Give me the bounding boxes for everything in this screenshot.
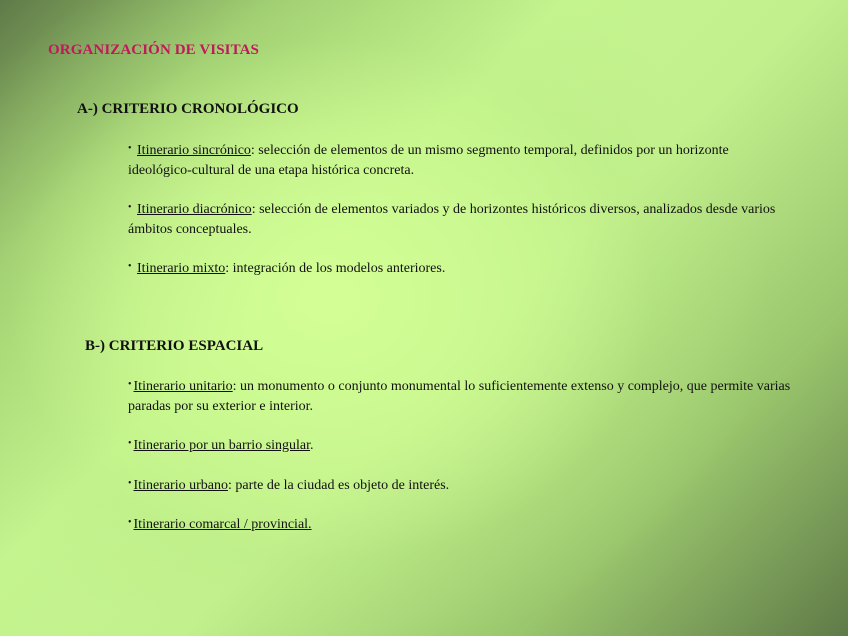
list-item-urban: [128, 476, 793, 496]
item-description: : integración de los modelos anteriores.: [225, 261, 446, 276]
bullet-icon: •: [128, 202, 132, 213]
list-item-regional: [128, 515, 793, 535]
slide-title: ORGANIZACIÓN DE VISITAS: [48, 42, 259, 58]
list-item-mixed: [128, 259, 793, 279]
item-description: : parte de la ciudad es objeto de interés.: [227, 478, 450, 493]
bullet-icon: •: [128, 478, 132, 489]
section-heading-spatial: B-) CRITERIO ESPACIAL: [85, 338, 264, 354]
bullet-icon: •: [128, 143, 132, 154]
list-item-neighborhood: [128, 436, 793, 456]
term-link: Itinerario urbano: [133, 478, 228, 493]
item-description: : selección de elementos de un mismo segmento temporal, definidos por un horizonte ideológico-cultural de una etapa histórica concreta.: [128, 143, 729, 178]
list-item-synchronic: [128, 141, 793, 180]
list-item-diachronic: [128, 200, 793, 239]
bullet-icon: •: [128, 379, 132, 390]
item-description: : selección de elementos variados y de horizontes históricos diversos, analizados desde varios ámbitos conceptuales.: [128, 202, 776, 237]
bullet-icon: •: [128, 261, 132, 272]
term-link: Itinerario mixto: [137, 261, 226, 276]
term-link: Itinerario por un barrio singular: [133, 438, 311, 453]
term-link: Itinerario comarcal / provincial.: [133, 517, 312, 532]
term-link: Itinerario unitario: [133, 379, 233, 394]
item-description: : un monumento o conjunto monumental lo suficientemente extenso y complejo, que permite varias paradas por su exterior e interior.: [128, 379, 791, 414]
list-item-unitary: [128, 377, 793, 416]
term-link: Itinerario sincrónico: [137, 143, 251, 158]
section-heading-chronological: A-) CRITERIO CRONOLÓGICO: [77, 101, 299, 117]
item-description: .: [310, 438, 314, 453]
term-link: Itinerario diacrónico: [137, 202, 252, 217]
bullet-icon: •: [128, 438, 132, 449]
bullet-icon: •: [128, 517, 132, 528]
